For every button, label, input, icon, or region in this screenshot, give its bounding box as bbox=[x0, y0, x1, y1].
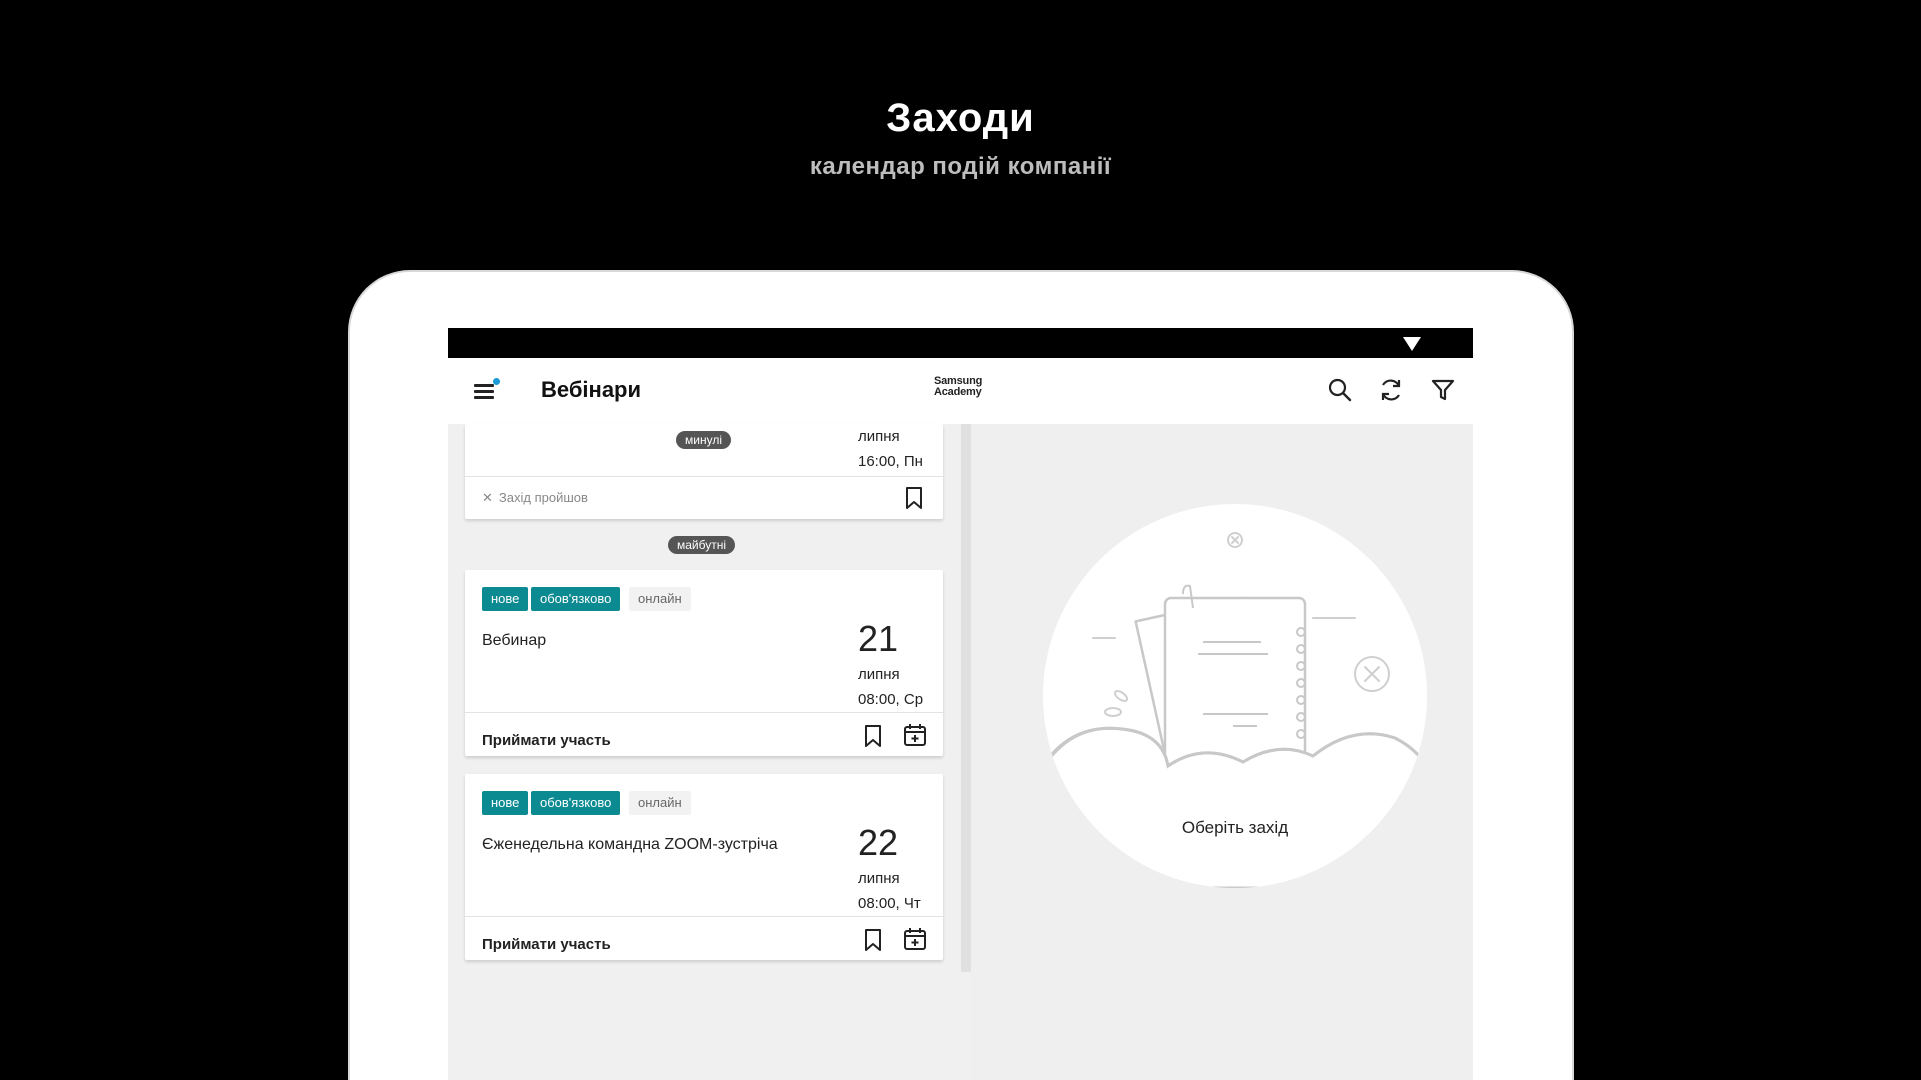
empty-state-label: Оберіть захід bbox=[1181, 818, 1289, 837]
past-badge: минулі bbox=[676, 431, 731, 449]
brand-logo bbox=[934, 376, 982, 398]
event-month: липня bbox=[858, 870, 900, 887]
event-card[interactable] bbox=[465, 570, 943, 756]
event-day: 22 bbox=[858, 822, 899, 863]
event-time: 16:00, Пн bbox=[858, 453, 923, 470]
menu-button[interactable] bbox=[472, 378, 500, 404]
event-day: 21 bbox=[858, 618, 899, 659]
tag-mandatory: обов'язково bbox=[531, 791, 620, 815]
past-event-card[interactable] bbox=[465, 424, 943, 519]
brand-line-1: Samsung bbox=[934, 375, 983, 387]
event-status-text: Захід пройшов bbox=[498, 490, 588, 505]
calendar-add-icon[interactable] bbox=[902, 926, 928, 952]
notification-dot bbox=[493, 378, 500, 385]
page-title: Вебінари bbox=[541, 377, 642, 402]
event-time: 08:00, Чт bbox=[858, 895, 921, 912]
tag-online: онлайн bbox=[629, 587, 691, 611]
tag-new: нове bbox=[482, 791, 528, 815]
bookmark-icon[interactable] bbox=[862, 928, 884, 952]
event-month: липня bbox=[858, 428, 900, 445]
tag-online: онлайн bbox=[629, 791, 691, 815]
attend-button[interactable]: Приймати участь bbox=[482, 732, 611, 749]
event-card[interactable] bbox=[465, 774, 943, 960]
card-divider bbox=[465, 712, 943, 713]
attend-button[interactable]: Приймати участь bbox=[482, 936, 611, 953]
filter-icon[interactable] bbox=[1428, 375, 1458, 405]
event-time: 08:00, Ср bbox=[858, 691, 924, 708]
future-separator: майбутні bbox=[668, 536, 735, 554]
app-bar bbox=[448, 358, 1473, 424]
empty-state bbox=[1043, 504, 1427, 888]
bookmark-icon[interactable] bbox=[903, 486, 925, 510]
brand-line-2: Academy bbox=[934, 386, 982, 398]
calendar-add-icon[interactable] bbox=[902, 722, 928, 748]
menu-icon-line bbox=[474, 396, 494, 399]
card-divider bbox=[465, 476, 943, 477]
list-scrollbar[interactable] bbox=[961, 424, 971, 972]
bookmark-icon[interactable] bbox=[862, 724, 884, 748]
card-divider bbox=[465, 916, 943, 917]
app-screen bbox=[448, 328, 1473, 1080]
refresh-icon[interactable] bbox=[1376, 375, 1406, 405]
event-status bbox=[482, 490, 588, 506]
promo-title: Заходи bbox=[886, 96, 1035, 140]
event-month: липня bbox=[858, 666, 900, 683]
menu-icon bbox=[474, 384, 494, 387]
events-list bbox=[448, 424, 961, 972]
event-detail-panel bbox=[971, 424, 1473, 1080]
event-title: Єженедельна командна ZOOM-зустріча bbox=[482, 836, 778, 853]
menu-icon-line bbox=[474, 390, 494, 393]
tag-new: нове bbox=[482, 587, 528, 611]
search-icon[interactable] bbox=[1325, 375, 1355, 405]
tag-mandatory: обов'язково bbox=[531, 587, 620, 611]
status-bar bbox=[448, 328, 1473, 358]
close-icon: ✕ bbox=[482, 490, 493, 505]
event-title: Вебинар bbox=[482, 632, 547, 649]
promo-subtitle: календар подій компанії bbox=[809, 153, 1112, 180]
wifi-icon bbox=[1403, 337, 1421, 351]
